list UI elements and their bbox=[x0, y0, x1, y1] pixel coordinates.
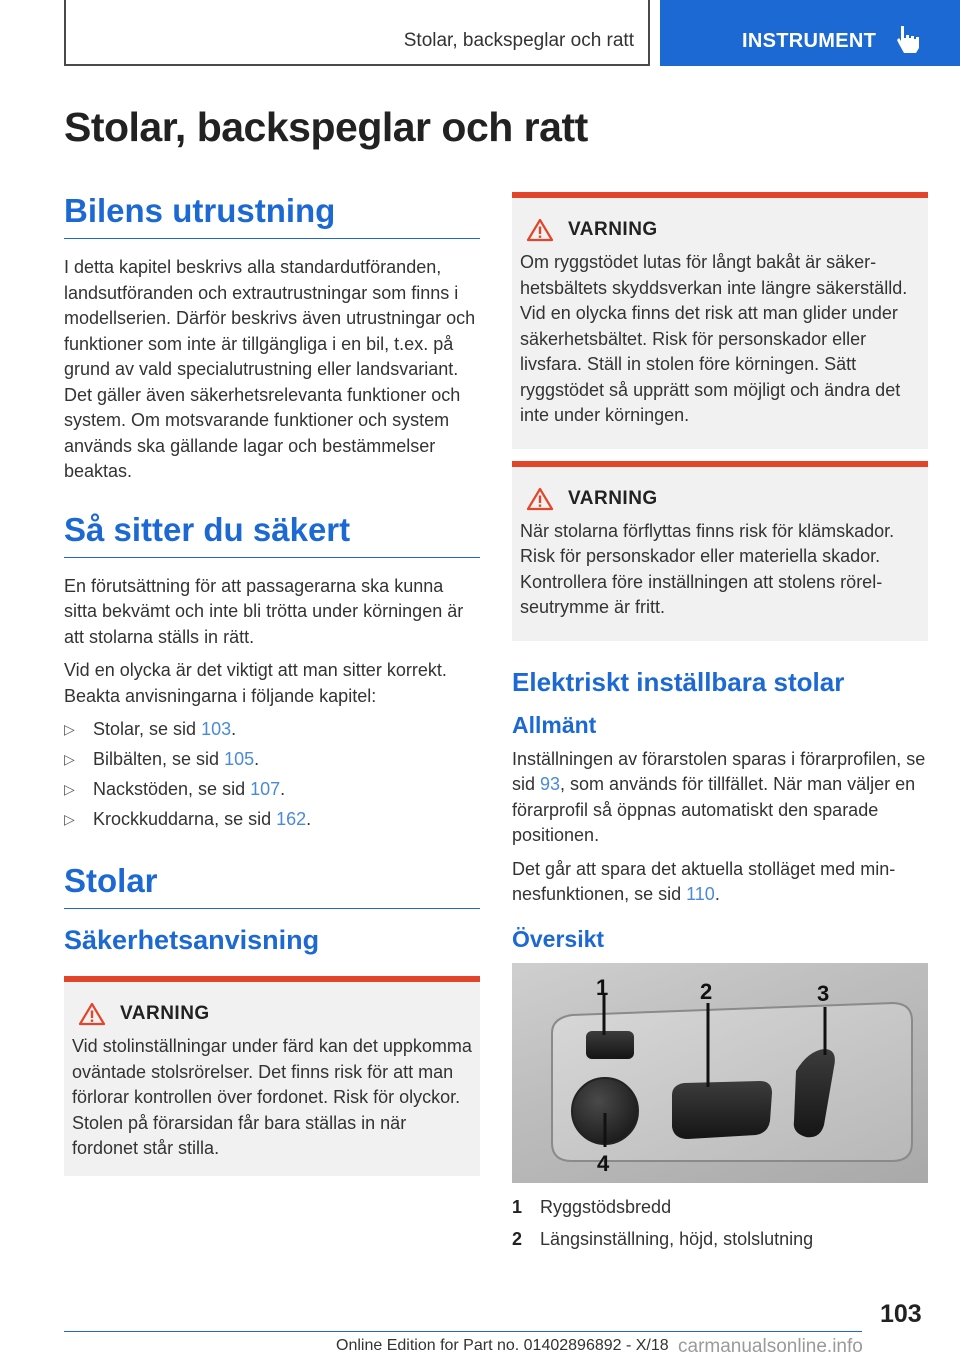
triangle-bullet-icon: ▷ bbox=[64, 811, 75, 827]
list-item: ▷ Stolar, se sid 103. bbox=[64, 717, 480, 742]
page-link[interactable]: 105 bbox=[224, 749, 255, 769]
triangle-bullet-icon: ▷ bbox=[64, 781, 75, 797]
header-section-title: Stolar, backspeglar och ratt bbox=[403, 30, 634, 51]
callout-3: 3 bbox=[817, 980, 830, 1006]
seat-controls-illustration bbox=[512, 963, 928, 1183]
warning-text: Om ryggstödet lutas för långt bakåt är säkerhetsbältets skyddsverkan inte längre säkerställd. Vid en olycka finns det risk att man glider under säkerhetsbältet. Risk för personskador eller livsfara. Ställ in stolen före körningen. Sätt ryggstödet så upprätt som möjligt och ändra det inte under körningen. bbox=[520, 252, 908, 425]
legend-item: 2 Längsinställning, höjd, stolslutning bbox=[512, 1228, 814, 1249]
page-link[interactable]: 107 bbox=[250, 779, 281, 799]
warning-box bbox=[64, 976, 480, 1176]
page-link[interactable]: 110 bbox=[686, 884, 715, 904]
allmant-paragraph-2: Det går att spara det aktuella stolläget med minnesfunktionen, se sid 110. bbox=[512, 858, 896, 904]
warning-box bbox=[512, 192, 928, 449]
chapter-reference-list bbox=[64, 717, 480, 832]
heading-allmant: Allmänt bbox=[512, 711, 597, 738]
heading-oversikt: Översikt bbox=[512, 925, 605, 952]
page-title: Stolar, backspeglar och ratt bbox=[64, 104, 588, 150]
callout-1: 1 bbox=[596, 974, 609, 1000]
heading-stolar: Stolar bbox=[64, 862, 480, 909]
heading-elektriskt-installbara-stolar: Elektriskt inställbara stolar bbox=[512, 666, 845, 697]
heading-sakerhetsanvisning: Säkerhetsanvisning bbox=[64, 925, 320, 955]
callout-2: 2 bbox=[700, 978, 713, 1004]
watermark: carmanualsonline.info bbox=[678, 1336, 863, 1357]
warning-title: VARNING bbox=[568, 487, 658, 509]
warning-title: VARNING bbox=[568, 219, 658, 240]
warning-triangle-icon bbox=[78, 1002, 106, 1026]
left-column bbox=[64, 192, 480, 1176]
right-column bbox=[512, 192, 928, 1259]
triangle-bullet-icon: ▷ bbox=[64, 751, 75, 767]
sitter-paragraph-1: En förutsättning för att passagerarna ska kunna sitta bekvämt och inte bli trötta under körningen är att stolarna ställs in rätt. bbox=[64, 575, 464, 647]
header-section-box bbox=[64, 0, 650, 66]
callout-4: 4 bbox=[597, 1150, 610, 1176]
page-link[interactable]: 162 bbox=[276, 809, 307, 829]
sitter-paragraph-2: Vid en olycka är det viktigt att man sitter korrekt. Beakta anvisningarna i följande kapitel: bbox=[64, 660, 447, 706]
legend-item: 1 Ryggstödsbredd bbox=[512, 1196, 672, 1217]
triangle-bullet-icon: ▷ bbox=[64, 721, 75, 737]
warning-triangle-icon bbox=[526, 218, 554, 242]
heading-sa-sitter-du-sakert: Så sitter du säkert bbox=[64, 511, 480, 558]
warning-box bbox=[512, 461, 928, 641]
warning-text: När stolarna förflyttas finns risk för klämskador. Risk för personskador eller materiella skador. Kontrollera före inställningen att stolens rörelseutrymme är fritt. bbox=[520, 520, 895, 617]
list-item: ▷ Bilbälten, se sid 105. bbox=[64, 747, 480, 772]
footer-divider bbox=[64, 1331, 862, 1332]
heading-bilens-utrustning: Bilens utrustning bbox=[64, 192, 480, 239]
warning-triangle-icon bbox=[526, 487, 554, 511]
chapter-tab[interactable] bbox=[660, 0, 960, 66]
seat-controls-photo bbox=[512, 963, 928, 1183]
pointing-hand-icon bbox=[896, 24, 920, 54]
list-item: ▷ Krockkuddarna, se sid 162. bbox=[64, 807, 480, 832]
page-link[interactable]: 93 bbox=[540, 774, 561, 794]
allmant-paragraph-1: Inställningen av förarstolen sparas i förarprofilen, se sid 93, som används för tillfället. När man väljer en förarprofil så öppnas automatiskt den sparade positionen. bbox=[512, 748, 926, 845]
footer-edition-text: Online Edition for Part no. 01402896892 - X/18 bbox=[336, 1337, 669, 1354]
list-item: ▷ Nackstöden, se sid 107. bbox=[64, 777, 480, 802]
warning-title: VARNING bbox=[120, 1003, 210, 1024]
bilens-text: I detta kapitel beskrivs alla standardutföranden, landsutföranden och extrautrustningar som finns i modellserien. Därför beskrivs även utrustningar och funktioner som inte är tillgängliga i en bil, t.ex. på grund av vald specialutrustning eller landsvariant. Det gäller även säkerhetsrelevanta funktioner och system. Om motsvarande funktioner och system används ska gällande lagar och bestämmelser beaktas. bbox=[64, 257, 476, 481]
warning-text: Vid stolinställningar under färd kan det uppkomma oväntade stolsrörelser. Det finns risk för att man förlorar kontrollen över fordonet. Risk för olyckor. Stolen på förarsidan får bara ställas in när fordonet står stilla. bbox=[72, 1036, 472, 1158]
page-number: 103 bbox=[880, 1300, 922, 1328]
chapter-tab-label: INSTRUMENT bbox=[742, 30, 877, 52]
page-link[interactable]: 103 bbox=[201, 719, 232, 739]
